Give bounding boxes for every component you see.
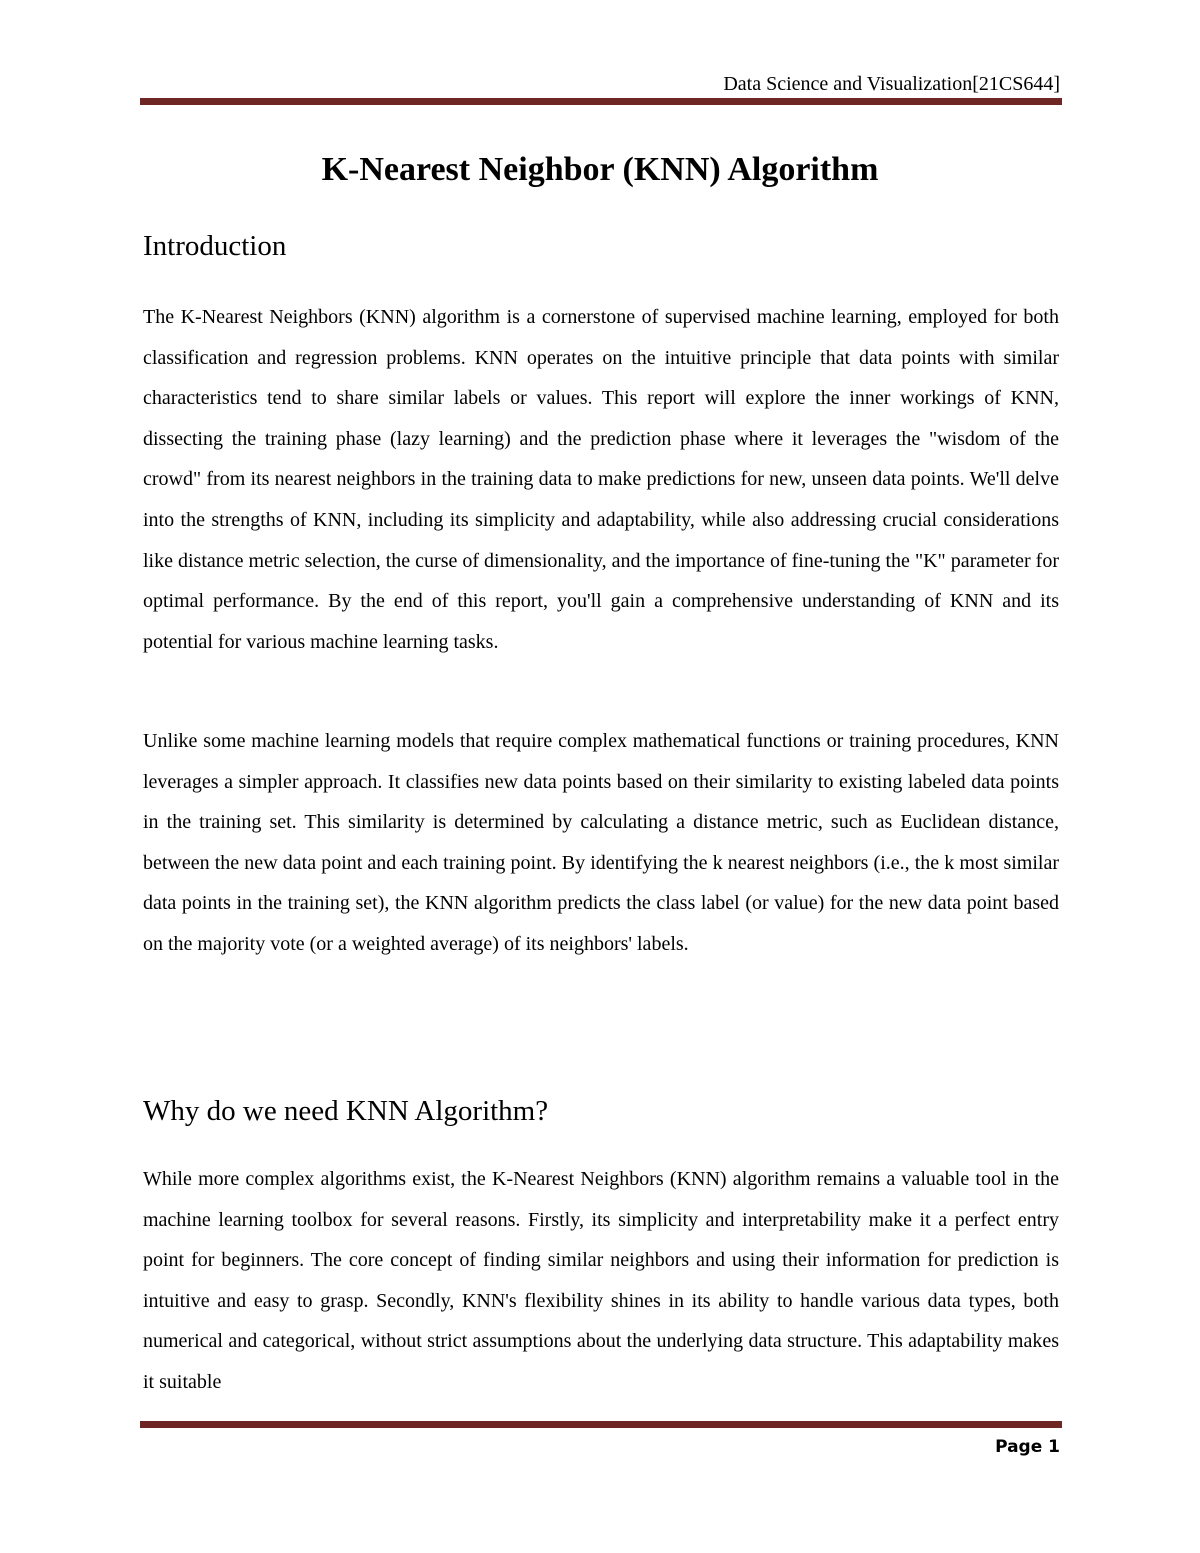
footer-rule xyxy=(140,1421,1062,1428)
running-header: Data Science and Visualization[21CS644] xyxy=(723,73,1060,95)
section-heading-introduction: Introduction xyxy=(143,230,287,262)
introduction-paragraph-2: Unlike some machine learning models that require complex mathematical functions or training procedures, KNN leverages a simpler approach. It classifies new data points based on their similarity to existing labeled data points in the training set. This similarity is determined by calculating a distance metric, such as Euclidean distance, between the new data point and each training point. By identifying the k nearest neighbors (i.e., the k most similar data points in the training set), the KNN algorithm predicts the class label (or value) for the new data point based on the majority vote (or a weighted average) of its neighbors' labels. xyxy=(143,730,1059,955)
section-heading-why-knn: Why do we need KNN Algorithm? xyxy=(143,1095,549,1127)
introduction-paragraph-1: The K-Nearest Neighbors (KNN) algorithm is a cornerstone of supervised machine learning, employed for both classification and regression problems. KNN operates on the intuitive principle that data points with similar characteristics tend to share similar labels or values. This report will explore the inner workings of KNN, dissecting the training phase (lazy learning) and the prediction phase where it leverages the "wisdom of the crowd" from its nearest neighbors in the training data to make predictions for new, unseen data points. We'll delve into the strengths of KNN, including its simplicity and adaptability, while also addressing crucial considerations like distance metric selection, the curse of dimensionality, and the importance of fine-tuning the "K" parameter for optimal performance. By the end of this report, you'll gain a comprehensive understanding of KNN and its potential for various machine learning tasks. xyxy=(143,306,1059,653)
page-number: Page 1 xyxy=(995,1437,1060,1457)
why-knn-paragraph-1: While more complex algorithms exist, the K-Nearest Neighbors (KNN) algorithm remains a valuable tool in the machine learning toolbox for several reasons. Firstly, its simplicity and interpretability make it a perfect entry point for beginners. The core concept of finding similar neighbors and using their information for prediction is intuitive and easy to grasp. Secondly, KNN's flexibility shines in its ability to handle various data types, both numerical and categorical, without strict assumptions about the underlying data structure. This adaptability makes it suitable xyxy=(143,1168,1059,1393)
header-rule xyxy=(140,98,1062,105)
document-title: K-Nearest Neighbor (KNN) Algorithm xyxy=(321,151,879,188)
